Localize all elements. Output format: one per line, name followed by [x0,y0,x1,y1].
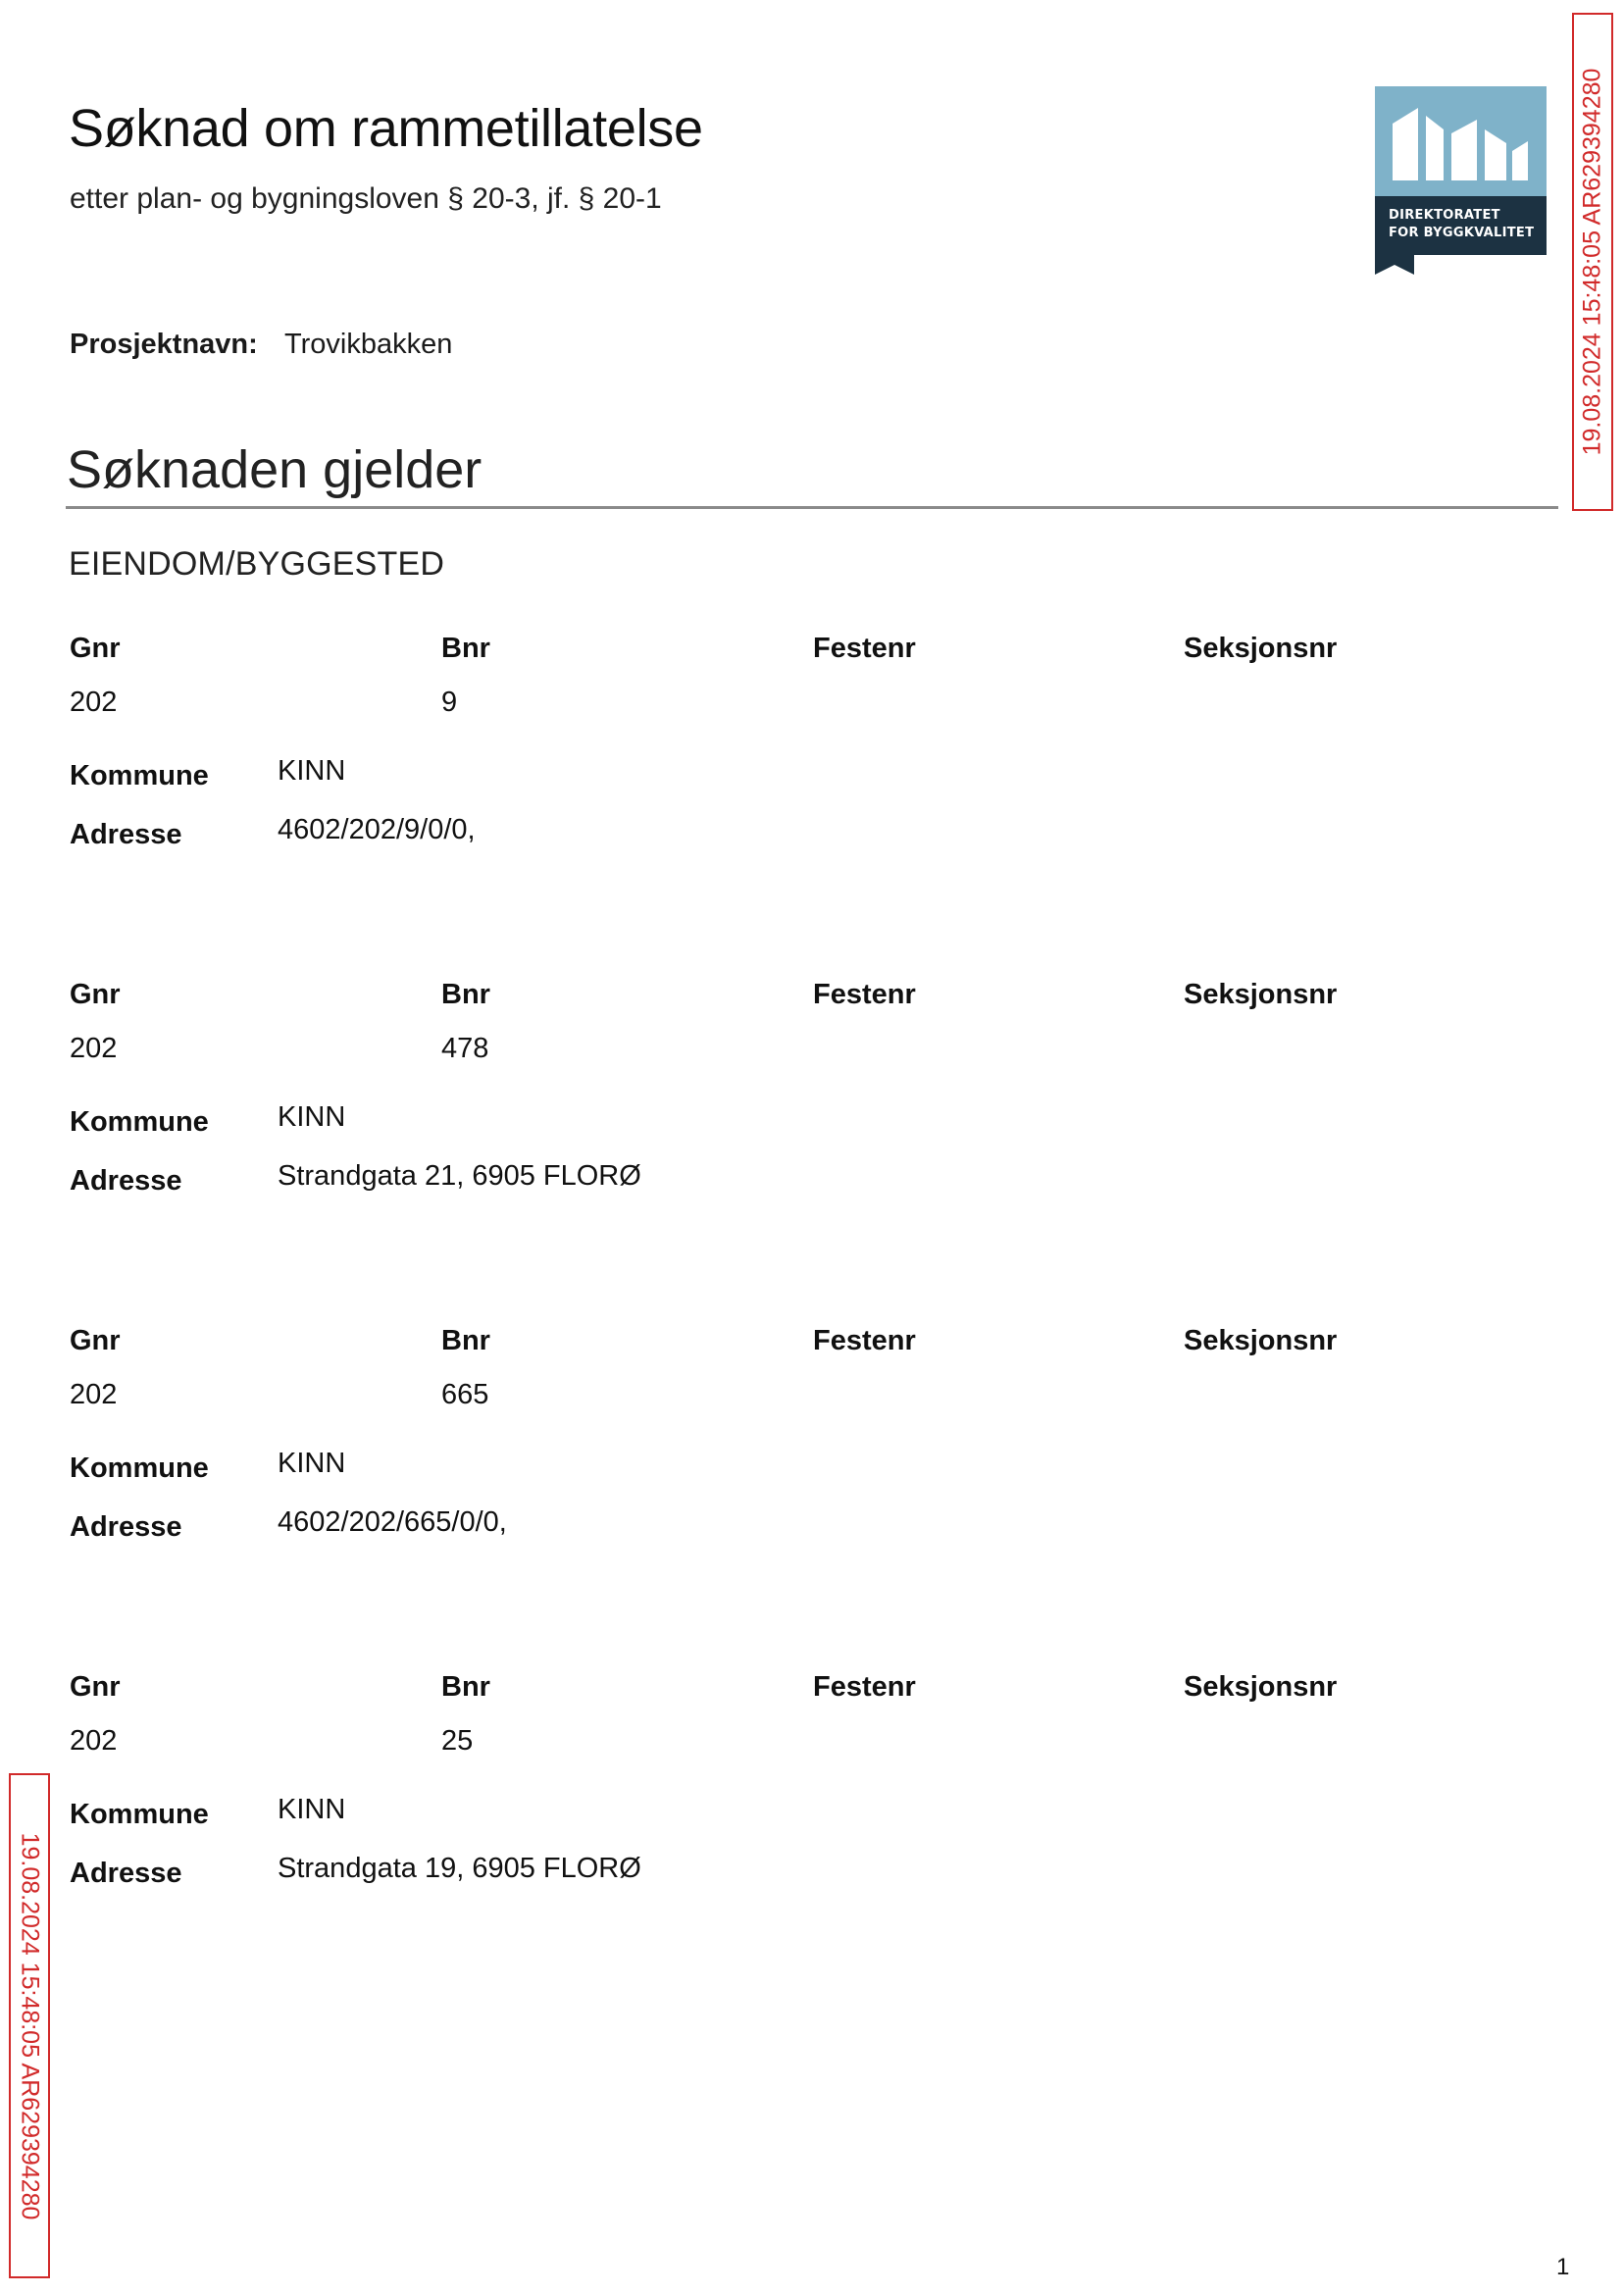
bnr-label: Bnr [441,633,490,664]
project-name-label: Prosjektnavn: [70,329,258,360]
gnr-value: 202 [70,687,118,718]
property-block [0,633,1624,927]
gnr-label: Gnr [70,633,121,664]
adresse-label: Adresse [70,1165,182,1197]
bnr-label: Bnr [441,979,490,1010]
logo-text-line1: DIREKTORATET [1389,208,1500,223]
document-title: Søknad om rammetillatelse [69,99,703,158]
logo-text-line2: FOR BYGGKVALITET [1389,226,1535,240]
dibk-logo [1375,86,1547,275]
bnr-value: 9 [441,687,458,718]
stamp-text: 19.08.2024 15:48:05 AR629394280 [16,1832,44,2219]
kommune-label: Kommune [70,760,209,791]
gnr-label: Gnr [70,1325,121,1356]
section-title: Søknaden gjelder [67,440,482,499]
bnr-value: 478 [441,1033,489,1064]
seksjonsnr-label: Seksjonsnr [1184,633,1338,664]
kommune-label: Kommune [70,1106,209,1138]
kommune-value: KINN [278,1101,346,1133]
stamp-text: 19.08.2024 15:48:05 AR629394280 [1578,68,1606,456]
bnr-label: Bnr [441,1671,490,1703]
gnr-value: 202 [70,1379,118,1410]
kommune-value: KINN [278,1448,346,1479]
adresse-value: 4602/202/9/0/0, [278,814,476,845]
section-subheading: EIENDOM/BYGGESTED [69,545,445,583]
bnr-label: Bnr [441,1325,490,1356]
bnr-value: 665 [441,1379,489,1410]
section-divider [66,506,1558,509]
kommune-label: Kommune [70,1799,209,1830]
gnr-label: Gnr [70,1671,121,1703]
kommune-label: Kommune [70,1453,209,1484]
property-block [0,1671,1624,1965]
adresse-label: Adresse [70,819,182,850]
adresse-label: Adresse [70,1858,182,1889]
adresse-label: Adresse [70,1511,182,1543]
seksjonsnr-label: Seksjonsnr [1184,979,1338,1010]
page-number: 1 [1556,2254,1570,2280]
logo-graphic [1375,86,1547,275]
received-stamp-right [1572,13,1613,511]
festenr-label: Festenr [813,1671,916,1703]
seksjonsnr-label: Seksjonsnr [1184,1325,1338,1356]
adresse-value: 4602/202/665/0/0, [278,1506,507,1538]
bnr-value: 25 [441,1725,474,1757]
festenr-label: Festenr [813,1325,916,1356]
project-name-value: Trovikbakken [284,329,453,360]
festenr-label: Festenr [813,633,916,664]
gnr-label: Gnr [70,979,121,1010]
kommune-value: KINN [278,1794,346,1825]
property-block [0,979,1624,1273]
property-block [0,1325,1624,1619]
adresse-value: Strandgata 21, 6905 FLORØ [278,1160,641,1192]
gnr-value: 202 [70,1033,118,1064]
gnr-value: 202 [70,1725,118,1757]
festenr-label: Festenr [813,979,916,1010]
received-stamp-left [9,1773,50,2278]
kommune-value: KINN [278,755,346,787]
document-subtitle: etter plan- og bygningsloven § 20-3, jf. § 20-1 [70,182,662,215]
seksjonsnr-label: Seksjonsnr [1184,1671,1338,1703]
adresse-value: Strandgata 19, 6905 FLORØ [278,1853,641,1884]
